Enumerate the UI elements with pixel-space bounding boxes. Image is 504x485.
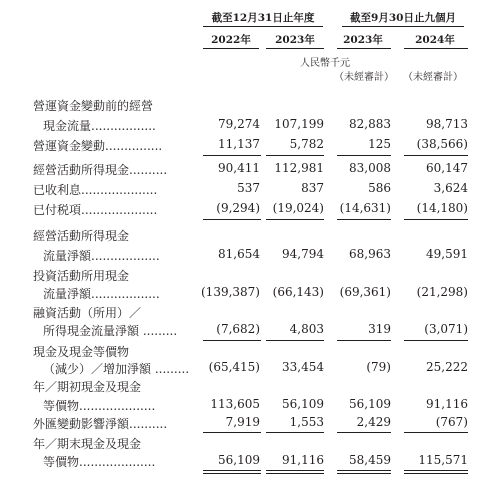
row-label: 經營活動所得現金.......... (33, 163, 168, 177)
subtotal-rule (203, 219, 261, 220)
cell: 586 (368, 181, 391, 195)
cell: 82,883 (349, 117, 391, 131)
cell: (14,180) (416, 201, 468, 215)
cell: 4,803 (289, 322, 324, 336)
subtotal-rule (404, 432, 468, 433)
row-label: 已收利息.................... (33, 183, 158, 197)
header-year-2023: 2023年 (275, 34, 315, 46)
subtotal-rule (266, 219, 324, 220)
header-year-2023-9m: 2023年 (343, 34, 383, 46)
subtotal-rule (404, 155, 468, 156)
cell: 83,008 (349, 161, 391, 175)
row-label: 現金流量................. (43, 119, 156, 133)
row-label: 年／期末現金及現金 (33, 437, 142, 451)
header-year-rule-3 (337, 48, 391, 49)
cell: (19,024) (272, 201, 324, 215)
header-group-fy-rule (203, 26, 323, 27)
cell: 49,591 (426, 247, 468, 261)
row-label: 投資活動所用現金 (33, 269, 130, 283)
subtotal-rule (203, 340, 261, 341)
cell: 837 (301, 181, 324, 195)
subtotal-rule (337, 432, 391, 433)
cell: 56,109 (218, 453, 260, 467)
header-group-9m-rule (342, 26, 464, 27)
subtotal-rule (404, 219, 468, 220)
total-double-rule (337, 470, 391, 471)
row-label: 等價物.................... (43, 399, 156, 413)
cell: 112,981 (274, 161, 324, 175)
subtotal-rule (266, 340, 324, 341)
cell: 11,137 (218, 137, 260, 151)
row-label: 所得現金流量淨額 ......... (43, 324, 178, 338)
cell: (14,631) (339, 201, 391, 215)
cell: 113,605 (210, 397, 260, 411)
row-label: 流量淨額.................. (43, 287, 160, 301)
row-label: 融資活動（所用）／ (33, 306, 142, 320)
header-year-rule-2 (266, 48, 324, 49)
subtotal-rule (337, 155, 391, 156)
total-double-rule (266, 473, 324, 474)
cell: 81,654 (218, 247, 260, 261)
subtotal-rule (203, 432, 261, 433)
row-label: 營運資金變動前的經營 (33, 99, 154, 113)
cell: (69,361) (339, 285, 391, 299)
cell: 125 (368, 137, 391, 151)
cell: (767) (435, 415, 468, 429)
cell: 5,782 (289, 137, 324, 151)
total-double-rule (404, 470, 468, 471)
cell: 319 (368, 322, 391, 336)
subtotal-rule (337, 340, 391, 341)
cell: 56,109 (282, 397, 324, 411)
header-year-2024-9m: 2024年 (415, 34, 455, 46)
row-label: 年／期初現金及現金 (33, 380, 142, 394)
header-year-rule-1 (203, 48, 259, 49)
total-double-rule (203, 473, 261, 474)
subtotal-rule (337, 219, 391, 220)
header-group-fy: 截至12月31日止年度 (211, 12, 315, 24)
cell: 56,109 (349, 397, 391, 411)
cell: (139,387) (201, 285, 260, 299)
cell: 2,429 (356, 415, 391, 429)
row-label: 現金及現金等價物 (33, 345, 130, 359)
unaudited-label-2: （未經審計） (403, 72, 463, 83)
total-double-rule (203, 470, 261, 471)
cell: (79) (366, 360, 391, 374)
cell: 3,624 (433, 181, 468, 195)
header-group-9m: 截至9月30日止九個月 (350, 12, 456, 24)
subtotal-rule (404, 340, 468, 341)
row-label: 經營活動所得現金 (33, 229, 130, 243)
subtotal-rule (266, 432, 324, 433)
cell: 91,116 (426, 397, 468, 411)
total-double-rule (404, 473, 468, 474)
cell: 90,411 (218, 161, 260, 175)
cell: (38,566) (416, 137, 468, 151)
row-label: 已付税項.................... (33, 203, 158, 217)
header-year-rule-4 (404, 48, 468, 49)
cell: 91,116 (282, 453, 324, 467)
cell: (9,294) (216, 201, 260, 215)
cell: 107,199 (274, 117, 324, 131)
subtotal-rule (203, 155, 261, 156)
unit-label: 人民幣千元 (300, 58, 350, 69)
row-label: 外匯變動影響淨額.......... (33, 417, 168, 431)
cell: 58,459 (349, 453, 391, 467)
cell: (21,298) (416, 285, 468, 299)
row-label: （減少）／增加淨額 ......... (43, 362, 190, 376)
cell: (65,415) (208, 360, 260, 374)
cell: 79,274 (218, 117, 260, 131)
subtotal-rule (266, 155, 324, 156)
cell: 115,571 (418, 453, 468, 467)
cell: 60,147 (426, 161, 468, 175)
unaudited-label-1: （未經審計） (334, 72, 394, 83)
row-label: 流量淨額.................. (43, 249, 160, 263)
cell: 98,713 (426, 117, 468, 131)
cell: 94,794 (282, 247, 324, 261)
cell: 7,919 (225, 415, 260, 429)
header-year-2022: 2022年 (211, 34, 251, 46)
total-double-rule (266, 470, 324, 471)
cell: (7,682) (216, 322, 260, 336)
total-double-rule (337, 473, 391, 474)
cell: 25,222 (426, 360, 468, 374)
cell: 537 (237, 181, 260, 195)
cell: 68,963 (349, 247, 391, 261)
cell: 33,454 (282, 360, 324, 374)
cell: (3,071) (424, 322, 468, 336)
row-label: 等價物.................... (43, 455, 156, 469)
row-label: 營運資金變動............... (33, 139, 163, 153)
cell: 1,553 (289, 415, 324, 429)
cell: (66,143) (272, 285, 324, 299)
